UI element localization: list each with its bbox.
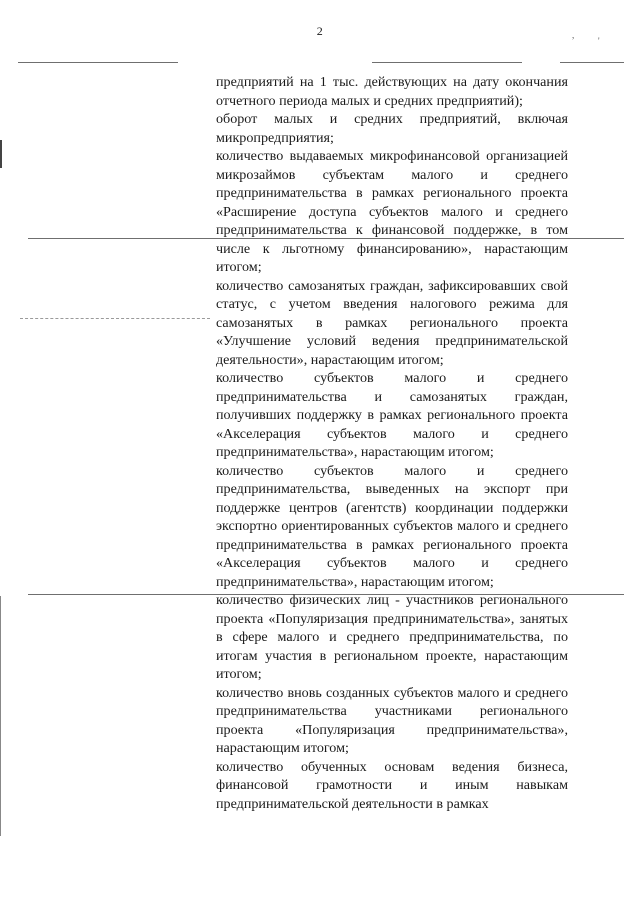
- paragraph-acceleration-support: количество субъектов малого и среднего предпринимательства и самозанятых граждан, получивших поддержку в рамках регионального проекта «Акселерация субъектов малого и среднего предпринимательства», нарастающим итогом;: [216, 370, 568, 460]
- margin-tick: [0, 596, 1, 836]
- scan-rule: [18, 62, 178, 63]
- paragraph-new-entities: количество вновь созданных субъектов малого и среднего предпринимательства участниками регионального проекта «Популяризация предпринимательства», нарастающим итогом;: [216, 684, 568, 756]
- document-body: [216, 73, 568, 813]
- paragraph-popularization-participants: количество физических лиц - участников регионального проекта «Популяризация предпринимательства», занятых в сфере малого и среднего предпринимательства, по итогам участия в региональном проекте, нарастающим итогом;: [216, 592, 568, 682]
- paragraph-enterprises-per-thousand: предприятий на 1 тыс. действующих на дату окончания отчетного периода малых и средних предприятий);: [216, 74, 568, 109]
- scan-speck: ': [598, 36, 600, 46]
- scan-speck: ,: [572, 30, 575, 40]
- paragraph-trained: количество обученных основам ведения бизнеса, финансовой грамотности и иным навыкам предпринимательской деятельности в рамках: [216, 758, 568, 812]
- scan-rule: [560, 62, 624, 63]
- paragraph-export: количество субъектов малого и среднего предпринимательства, выведенных на экспорт при поддержке центров (агентств) координации поддержки экспортно ориентированных субъектов малого и среднего предпринимательства в рамках регионального проекта «Акселерация субъектов малого и среднего предпринимательства», нарастающим итогом;: [216, 462, 568, 590]
- paragraph-microloans: количество выдаваемых микрофинансовой организацией микрозаймов субъектам малого и среднего предпринимательства в рамках регионального проекта «Расширение доступа субъектов малого и среднего предпринимательства к финансовой поддержке, в том числе к льготному финансированию», нарастающим итогом;: [216, 148, 568, 275]
- paragraph-turnover: оборот малых и средних предприятий, включая микропредприятия;: [216, 111, 568, 146]
- margin-tick: [0, 140, 2, 168]
- paragraph-self-employed: количество самозанятых граждан, зафиксировавших свой статус, с учетом введения налогового режима для самозанятых в рамках регионального проекта «Улучшение условий ведения предпринимательской деятельности», нарастающим итогом;: [216, 277, 568, 368]
- page-number: 2: [316, 24, 324, 38]
- scan-rule: [20, 318, 210, 319]
- scan-rule: [372, 62, 522, 63]
